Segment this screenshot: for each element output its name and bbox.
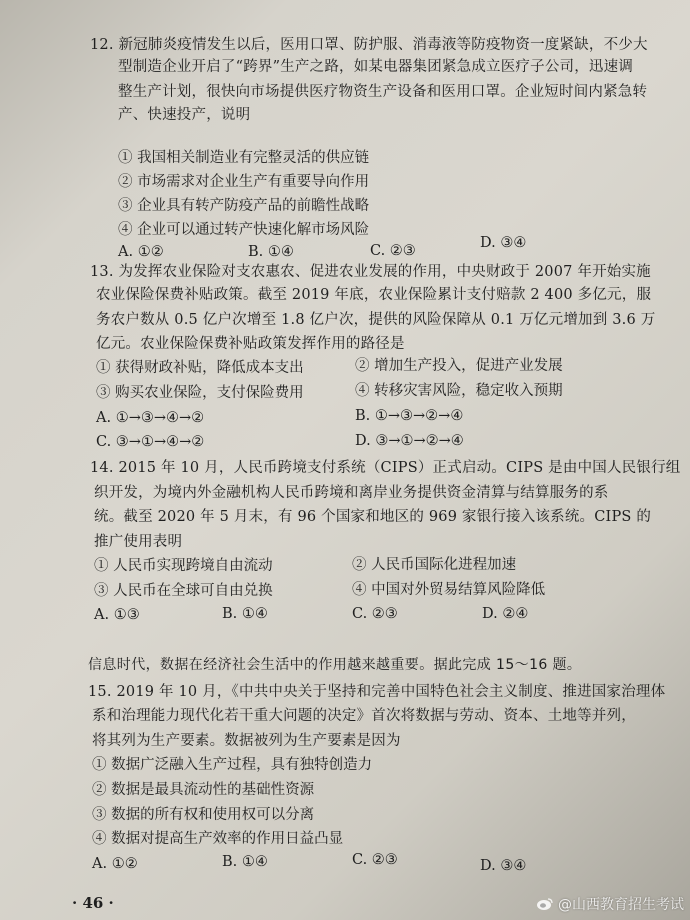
q13-line-1: 13. 为发挥农业保险对支农惠农、促进农业发展的作用，中央财政于 2007 年开始实施 <box>90 264 651 280</box>
q15-item-2: ② 数据是最具流动性的基础性资源 <box>92 782 315 798</box>
q13-choice-c: C. ③→①→④→② <box>96 434 205 450</box>
q13-line-2: 农业保险保费补贴政策。截至 2019 年底，农业保险累计支付赔款 2 400 多亿元，服 <box>96 287 652 303</box>
q14-line-3: 统。截至 2020 年 5 月末，有 96 个国家和地区的 969 家银行接入该系统。CIPS 的 <box>94 509 652 525</box>
q13-line-4: 亿元。农业保险保费补贴政策发挥作用的路径是 <box>96 336 405 352</box>
q15-item-4: ④ 数据对提高生产效率的作用日益凸显 <box>92 831 344 847</box>
q13-item-4: ④ 转移灾害风险，稳定收入预期 <box>355 383 563 399</box>
q12-choice-a: A. ①② <box>118 244 164 260</box>
q12-item-3: ③ 企业具有转产防疫产品的前瞻性战略 <box>118 198 370 214</box>
q15-choice-b: B. ①④ <box>222 854 268 870</box>
q14-choice-d: D. ②④ <box>482 606 529 622</box>
q14-item-1: ① 人民币实现跨境自由流动 <box>94 558 273 574</box>
q15-choice-a: A. ①② <box>92 856 138 872</box>
q14-item-2: ② 人民币国际化进程加速 <box>352 557 517 573</box>
q15-line-3: 将其列为生产要素。数据被列为生产要素是因为 <box>92 733 401 749</box>
q12-item-4: ④ 企业可以通过转产快速化解市场风险 <box>118 222 370 238</box>
q13-line-3: 务农户数从 0.5 亿户次增至 1.8 亿户次，提供的风险保障从 0.1 万亿元增加到 3.6 万 <box>96 312 656 328</box>
q14-choice-b: B. ①④ <box>222 606 268 622</box>
q14-line-4: 推广使用表明 <box>94 534 183 550</box>
q14-item-4: ④ 中国对外贸易结算风险降低 <box>352 582 546 598</box>
q15-line-2: 系和治理能力现代化若干重大问题的决定》首次将数据与劳动、资本、土地等并列， <box>92 708 636 724</box>
q12-line-3: 整生产计划，很快向市场提供医疗物资生产设备和医用口罩。企业短时间内紧急转 <box>118 84 648 100</box>
watermark <box>536 894 684 914</box>
q12-choice-b: B. ①④ <box>248 244 294 260</box>
q13-choice-b: B. ①→③→②→④ <box>355 408 464 424</box>
q13-item-3: ③ 购买农业保险，支付保险费用 <box>96 385 304 401</box>
q15-item-1: ① 数据广泛融入生产过程，具有独特创造力 <box>92 757 373 773</box>
q15-line-1: 15. 2019 年 10 月，《中共中央关于坚持和完善中国特色社会主义制度、推进国家治理体 <box>88 684 666 700</box>
q14-item-3: ③ 人民币在全球可自由兑换 <box>94 583 273 599</box>
q12-line-4: 产、快速投产，说明 <box>118 107 251 123</box>
q14-line-1: 14. 2015 年 10 月，人民币跨境支付系统（CIPS）正式启动。CIPS 是由中国人民银行组 <box>90 460 681 476</box>
q14-choice-c: C. ②③ <box>352 606 398 622</box>
q15-choice-c: C. ②③ <box>352 852 398 868</box>
q12-choice-c: C. ②③ <box>370 243 416 259</box>
weibo-icon <box>536 897 554 911</box>
watermark-text: @山西教育招生考试 <box>558 897 684 913</box>
q13-item-2: ② 增加生产投入，促进产业发展 <box>355 358 563 374</box>
q12-choice-d: D. ③④ <box>480 235 527 251</box>
q15-choice-d: D. ③④ <box>480 858 527 874</box>
q14-choice-a: A. ①③ <box>94 607 140 623</box>
q12-line-1: 12. 新冠肺炎疫情发生以后，医用口罩、防护服、消毒液等防疫物资一度紧缺，不少大 <box>90 37 648 53</box>
q13-item-1: ① 获得财政补贴，降低成本支出 <box>96 360 304 376</box>
page-number: · 46 · <box>72 894 114 912</box>
q14-line-2: 织开发，为境内外金融机构人民币跨境和离岸业务提供资金清算与结算服务的系 <box>94 485 609 501</box>
q15-item-3: ③ 数据的所有权和使用权可以分离 <box>92 807 315 823</box>
q12-item-2: ② 市场需求对企业生产有重要导向作用 <box>118 174 370 190</box>
q12-item-1: ① 我国相关制造业有完整灵活的供应链 <box>118 150 370 166</box>
q13-choice-a: A. ①→③→④→② <box>96 410 205 426</box>
q12-line-2: 型制造企业开启了“跨界”生产之路，如某电器集团紧急成立医疗子公司，迅速调 <box>118 59 634 75</box>
q13-choice-d: D. ③→①→②→④ <box>355 433 464 449</box>
section-intro: 信息时代，数据在经济社会生活中的作用越来越重要。据此完成 15～16 题。 <box>88 657 582 673</box>
